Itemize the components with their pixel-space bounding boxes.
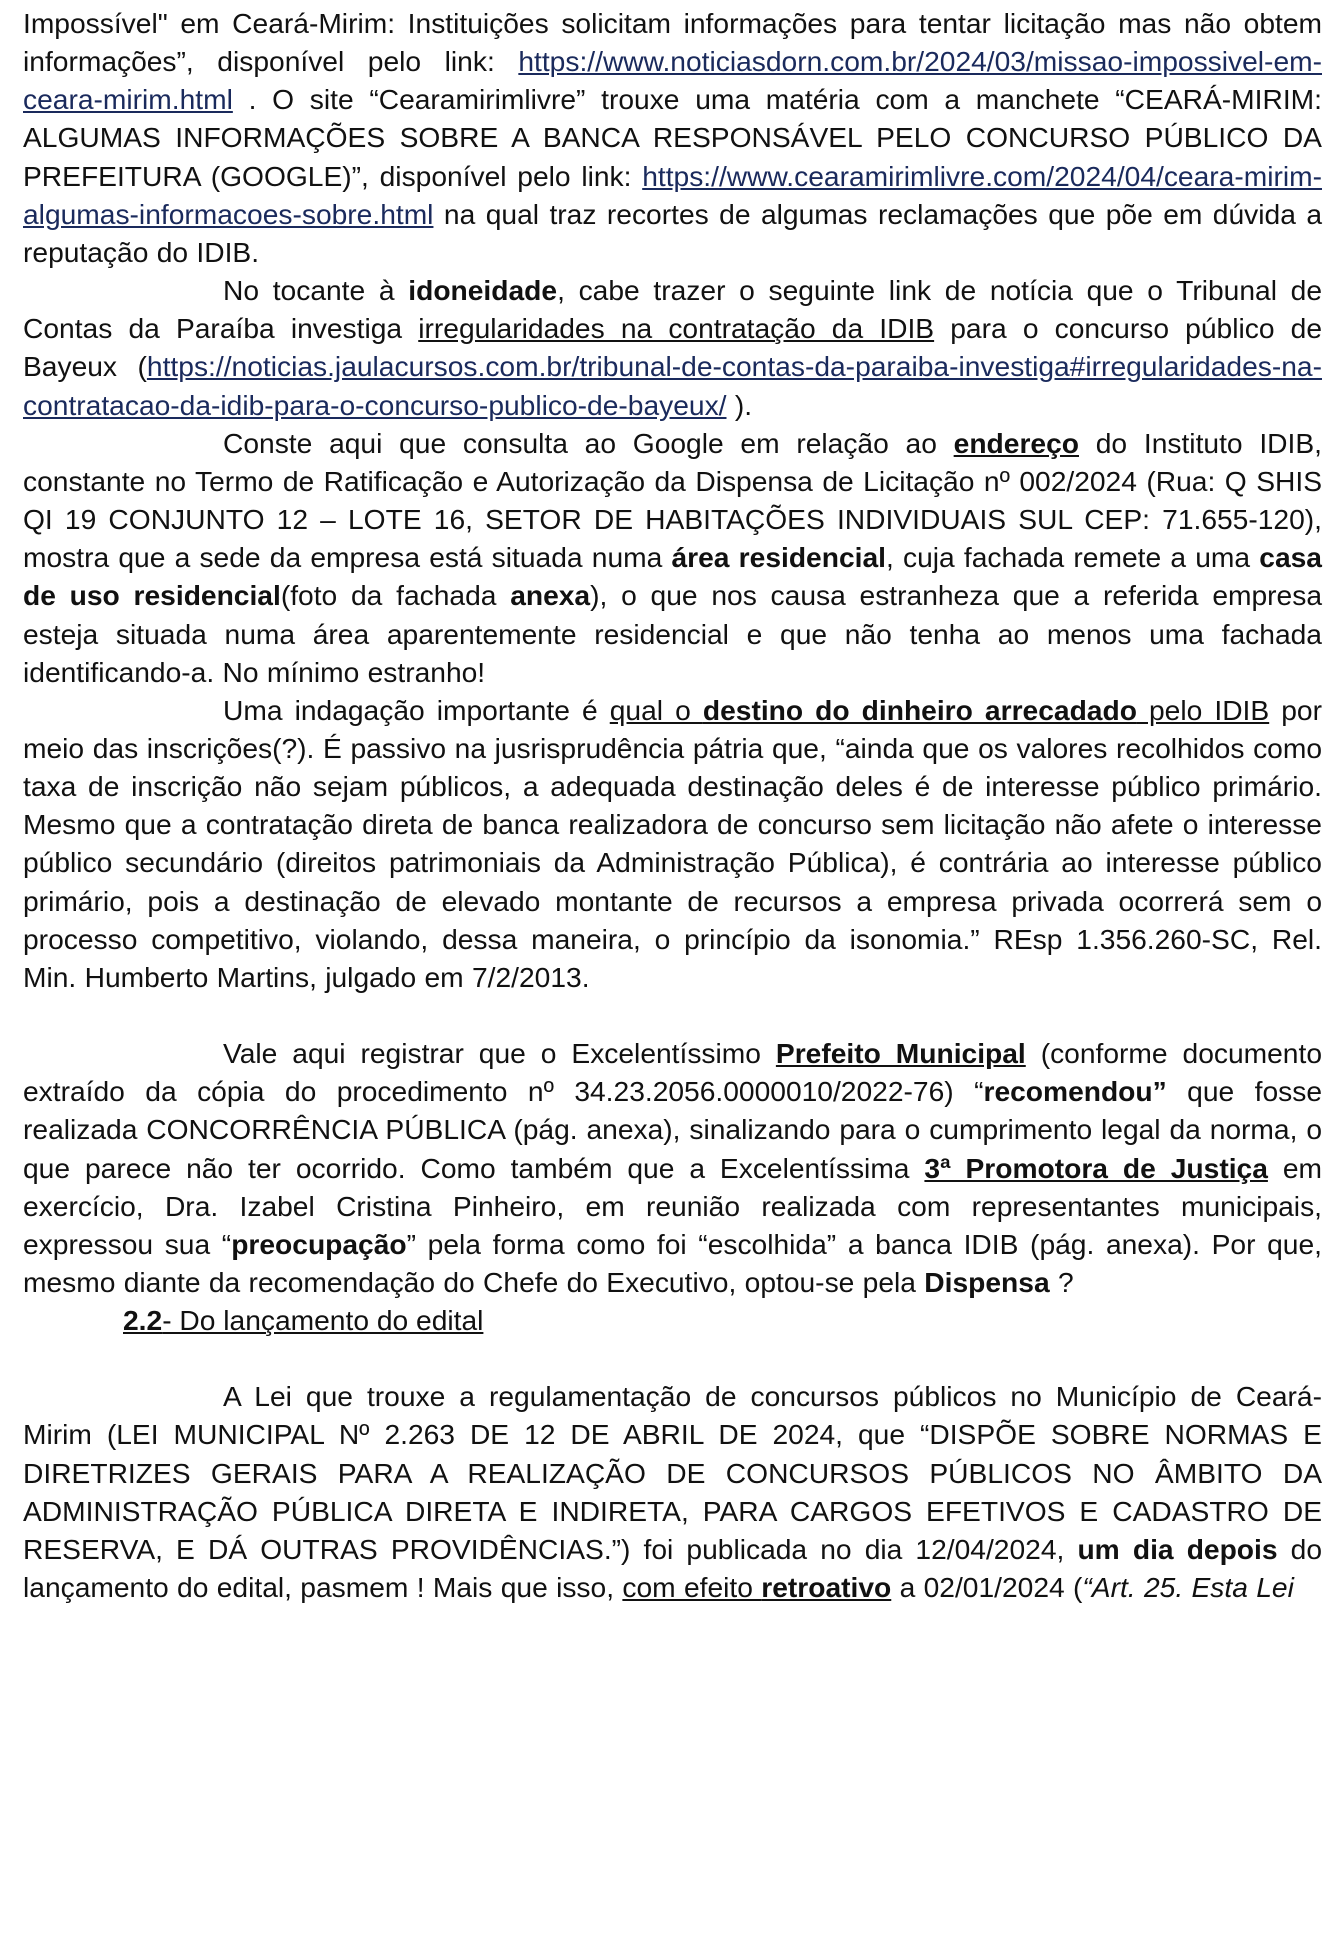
text-run: ” pela forma como foi “escolhida” a banca IDIB (pág. anexa). Por que, mesmo diante da recomendação do Chefe do Executivo, optou-se pela: [23, 1227, 1322, 1298]
text-run: Impossível" em Ceará-Mirim: Instituições solicitam informações para tentar licitação mas não obtem informações”, disponível pelo link:: [23, 7, 1322, 78]
italic-art-25: “Art. 25. Esta Lei: [1082, 1571, 1294, 1604]
text-run: ?: [1049, 1266, 1074, 1298]
text-run: do lançamento do edital, pasmem ! Mais que isso,: [23, 1532, 1322, 1604]
text-run: (conforme documento extraído da cópia do procedimento nº 34.23.2056.0000010/2022-76) “: [23, 1037, 1322, 1108]
bold-recomendou: recomendou”: [983, 1075, 1167, 1108]
text-run: em exercício, Dra. Izabel Cristina Pinheiro, em reunião realizada com representantes municipais, expressou sua “: [23, 1151, 1322, 1260]
bold-retroativo: retroativo: [761, 1571, 892, 1604]
underlined-qual-o: qual o: [609, 693, 703, 726]
text-run: . O site “Cearamirimlivre” trouxe uma matéria com a manchete “CEARÁ-MIRIM: ALGUMAS INFORMAÇÕES SOBRE A BANCA RESPONSÁVEL PELO CONCURSO PÚBLICO DA PREFEITURA (GOOGLE)”, disponível pelo link:: [23, 83, 1322, 192]
paragraph-lei-municipal: [23, 1377, 1322, 1606]
text-run: Vale aqui registrar que o Excelentíssimo: [223, 1037, 776, 1070]
bold-area-residencial: área residencial: [671, 541, 886, 574]
bold-idoneidade: idoneidade: [408, 274, 558, 307]
link-jaulacursos[interactable]: https://noticias.jaulacursos.com.br/tribunal-de-contas-da-paraiba-investiga#irregularidades-na-contratacao-da-idib-para-o-concurso-publico-de-bayeux/: [23, 350, 1322, 421]
text-run: do Instituto IDIB, constante no Termo de Ratificação e Autorização da Dispensa de Licitação nº 002/2024 (Rua: Q SHIS QI 19 CONJUNTO 12 – LOTE 16, SETOR DE HABITAÇÕES INDIVIDUAIS SUL CEP: 71.655-120), mostra que a sede da empresa está situada numa: [23, 426, 1322, 574]
paragraph-idoneidade: [23, 271, 1322, 424]
text-run: No tocante à: [223, 274, 409, 307]
text-run: , cuja fachada remete a uma: [885, 541, 1260, 574]
underlined-pelo-idib: pelo IDIB: [1136, 693, 1270, 726]
text-run: na qual traz recortes de algumas reclamações que põe em dúvida a reputação do IDIB.: [23, 197, 1322, 268]
paragraph-endereco: [23, 424, 1322, 691]
text-run: A Lei que trouxe a regulamentação de concursos públicos no Município de Ceará-Mirim (LEI MUNICIPAL Nº 2.263 DE 12 DE ABRIL DE 2024, que “DISPÕE SOBRE NORMAS E DIRETRIZES GERAIS PARA A REALIZAÇÃO DE CONCURSOS PÚBLICOS NO ÂMBITO DA ADMINISTRAÇÃO PÚBLICA DIRETA E INDIRETA, PARA CARGOS EFETIVOS E CADASTRO DE RESERVA, E DÁ OUTRAS PROVIDÊNCIAS.”) foi publicada no dia 12/04/2024,: [23, 1380, 1322, 1565]
text-run: Conste aqui que consulta ao Google em relação ao: [223, 426, 954, 459]
section-heading: [23, 1301, 1322, 1339]
text-run: ), o que nos causa estranheza que a referida empresa esteja situada numa área aparentemente residencial e que não tenha ao menos uma fachada identificando-a. No mínimo estranho!: [23, 579, 1323, 688]
bold-endereco: endereço: [953, 426, 1079, 459]
text-run: por meio das inscrições(?). É passivo na jusrisprudência pátria que, “ainda que os valores recolhidos como taxa de inscrição não sejam públicos, a adequada destinação deles é de interesse público primário. Mesmo que a contratação direta de banca realizadora de concurso sem licitação não afete o interesse público secundário (direitos patrimoniais da Administração Pública), é contrária ao interesse público primário, pois a destinação de elevado montante de recursos a empresa privada ocorrerá sem o processo competitivo, violando, dessa maneira, o princípio da isonomia.” REsp 1.356.260-SC, Rel. Min. Humberto Martins, julgado em 7/2/2013.: [23, 693, 1322, 993]
bold-um-dia-depois: um dia depois: [1077, 1532, 1278, 1565]
link-noticiasdorn[interactable]: https://www.noticiasdorn.com.br/2024/03/missao-impossivel-em-ceara-mirim.html: [23, 45, 1322, 116]
bold-preocupacao: preocupação: [231, 1227, 407, 1260]
bold-casa-uso-residencial: casa de uso residencial: [23, 541, 1322, 612]
bold-destino-dinheiro: destino do dinheiro arrecadado: [702, 693, 1137, 726]
text-run: ).: [726, 388, 753, 421]
underlined-irregularidades: irregularidades na contratação da IDIB: [418, 312, 935, 345]
paragraph-sources: [23, 4, 1322, 271]
underlined-com-efeito: com efeito: [622, 1571, 762, 1604]
text-run: que fosse realizada CONCORRÊNCIA PÚBLICA (pág. anexa), sinalizando para o cumprimento legal da norma, o que parece não ter ocorrido. Como também que a Excelentíssima: [23, 1075, 1322, 1184]
text-run: para o concurso público de Bayeux (: [23, 312, 1322, 383]
text-run: Uma indagação importante é: [223, 693, 610, 726]
section-title: - Do lançamento do edital: [162, 1304, 484, 1337]
text-run: , cabe trazer o seguinte link de notícia que o Tribunal de Contas da Paraíba investiga: [23, 274, 1322, 345]
paragraph-prefeito: [23, 1034, 1322, 1301]
section-number: 2.2: [123, 1304, 163, 1337]
bold-promotora: 3ª Promotora de Justiça: [924, 1151, 1268, 1184]
text-run: a 02/01/2024 (: [891, 1571, 1083, 1604]
link-cearamirimlivre[interactable]: https://www.cearamirimlivre.com/2024/04/ceara-mirim-algumas-informacoes-sobre.html: [23, 159, 1322, 230]
text-run: (foto da fachada: [280, 579, 511, 612]
bold-anexa: anexa: [510, 579, 591, 612]
bold-dispensa: Dispensa: [924, 1266, 1050, 1298]
paragraph-destino-dinheiro: [23, 691, 1322, 996]
bold-prefeito-municipal: Prefeito Municipal: [775, 1037, 1026, 1070]
